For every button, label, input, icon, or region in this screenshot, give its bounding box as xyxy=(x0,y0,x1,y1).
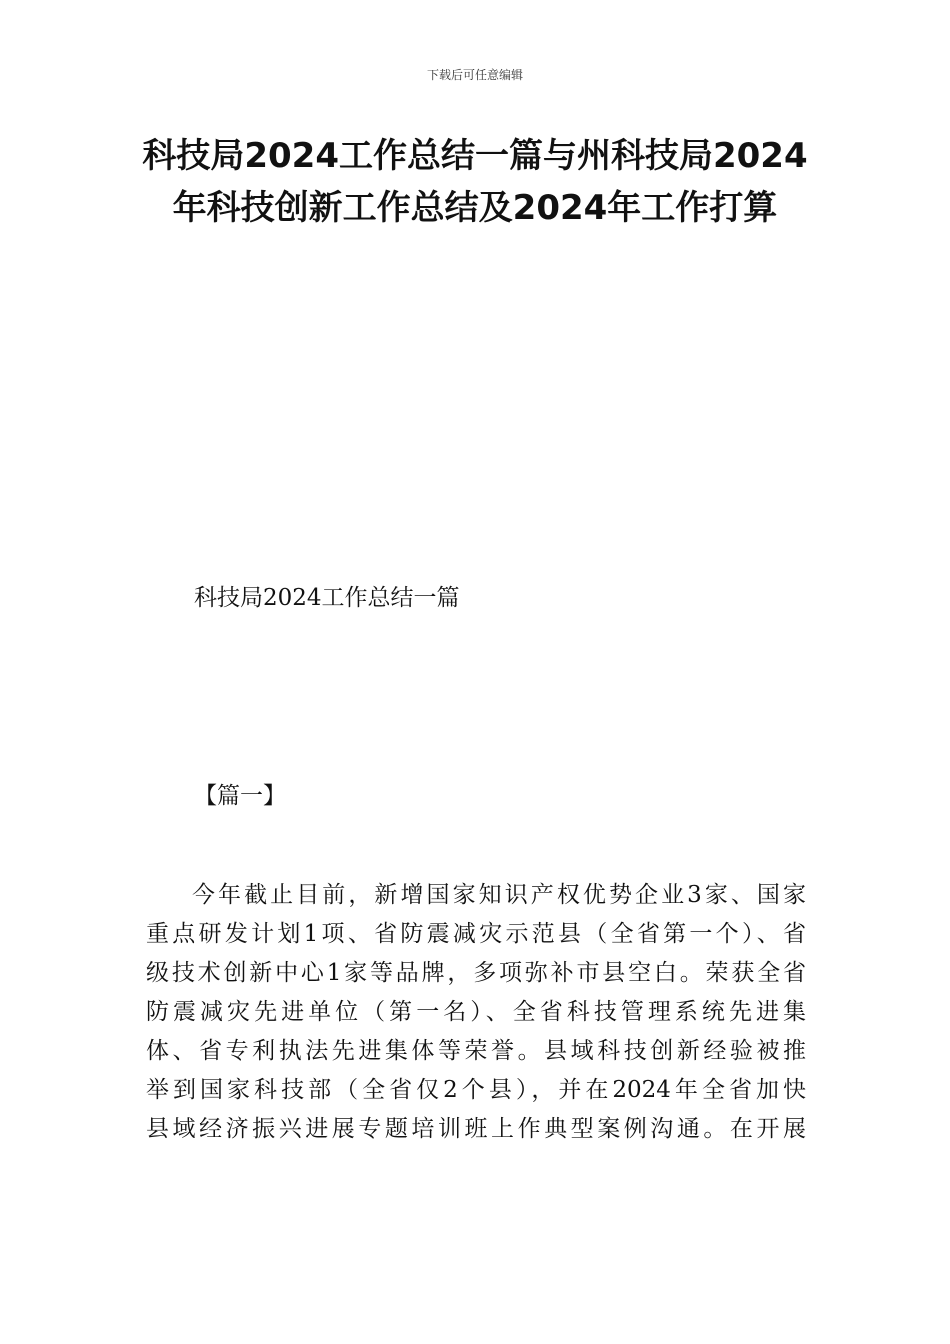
header-note: 下载后可任意编辑 xyxy=(426,68,523,82)
body-paragraph xyxy=(146,876,806,1149)
title-line-1: 科技局2024工作总结一篇与州科技局2024 xyxy=(142,136,808,176)
paragraph-line: 今年截止目前，新增国家知识产权优势企业3家、国家 xyxy=(192,882,806,908)
paragraph-line: 县域经济振兴进展专题培训班上作典型案例沟通。在开展 xyxy=(146,1116,806,1142)
section-title: 科技局2024工作总结一篇 xyxy=(194,585,460,611)
paragraph-line: 体、省专利执法先进集体等荣誉。县域科技创新经验被推 xyxy=(146,1038,806,1064)
document-title xyxy=(100,130,850,234)
paragraph-line: 级技术创新中心1家等品牌，多项弥补市县空白。荣获全省 xyxy=(146,960,806,986)
paragraph-line: 重点研发计划1项、省防震减灾示范县（全省第一个）、省 xyxy=(146,921,806,947)
paragraph-line: 防震减灾先进单位（第一名）、全省科技管理系统先进集 xyxy=(146,999,806,1025)
paragraph-line: 举到国家科技部（全省仅2个县），并在2024年全省加快 xyxy=(146,1077,806,1103)
title-line-2: 年科技创新工作总结及2024年工作打算 xyxy=(172,188,778,228)
part-heading: 【篇一】 xyxy=(194,783,286,809)
